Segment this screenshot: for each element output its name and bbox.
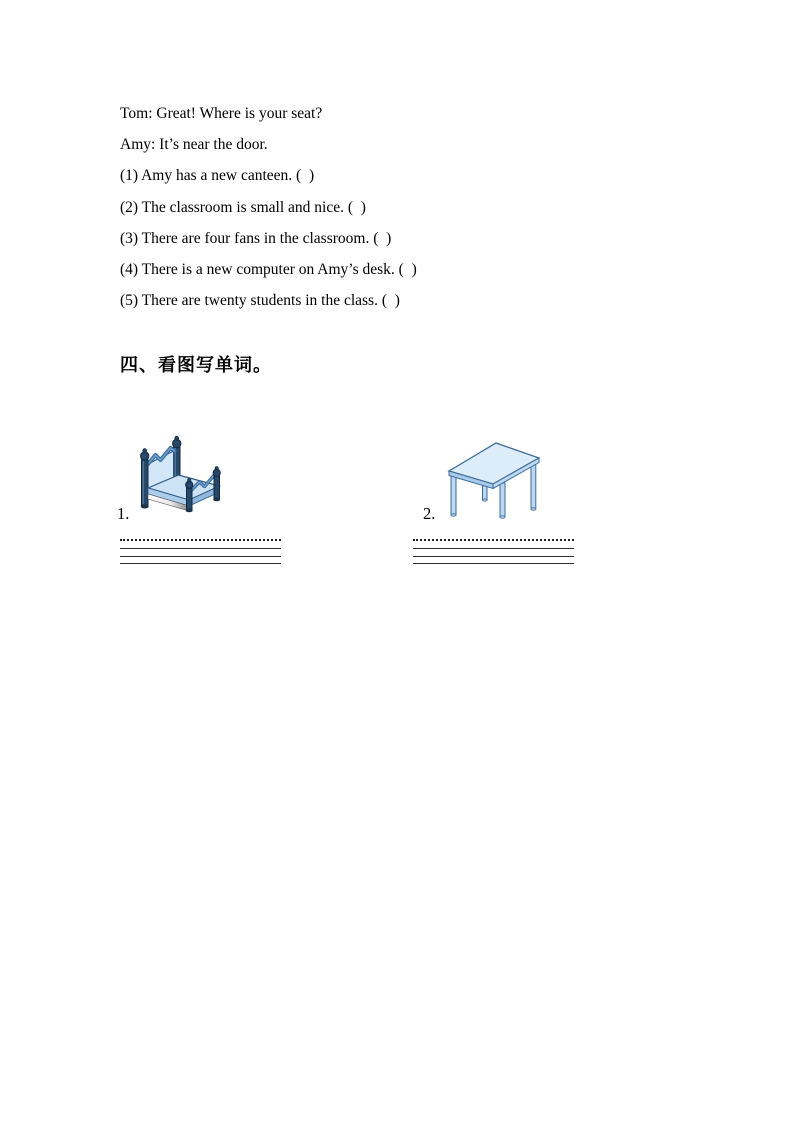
- answer-writing-lines-2[interactable]: [413, 539, 574, 565]
- writing-line-solid: [120, 556, 281, 557]
- answer-writing-lines-1[interactable]: [120, 539, 281, 565]
- writing-line-dotted: [413, 539, 574, 541]
- writing-line-solid: [120, 548, 281, 549]
- writing-line-solid: [120, 563, 281, 564]
- dialog-line-amy: Amy: It’s near the door.: [120, 136, 268, 153]
- statement-5: (5) There are twenty students in the class. ( ): [120, 292, 400, 309]
- writing-line-solid: [413, 556, 574, 557]
- writing-line-solid: [413, 548, 574, 549]
- statement-4: (4) There is a new computer on Amy’s desk. ( ): [120, 261, 417, 278]
- statement-3: (3) There are four fans in the classroom. ( ): [120, 230, 392, 247]
- bed-illustration: [129, 436, 226, 518]
- item-number-2: 2.: [423, 504, 436, 523]
- writing-line-solid: [413, 563, 574, 564]
- statement-2: (2) The classroom is small and nice. ( ): [120, 199, 366, 216]
- statement-1: (1) Amy has a new canteen. ( ): [120, 167, 315, 184]
- item-number-1: 1.: [117, 504, 130, 523]
- writing-line-dotted: [120, 539, 281, 541]
- section-heading: 四、看图写单词。: [120, 355, 272, 375]
- dialog-line-tom: Tom: Great! Where is your seat?: [120, 105, 323, 122]
- table-illustration: [447, 442, 541, 520]
